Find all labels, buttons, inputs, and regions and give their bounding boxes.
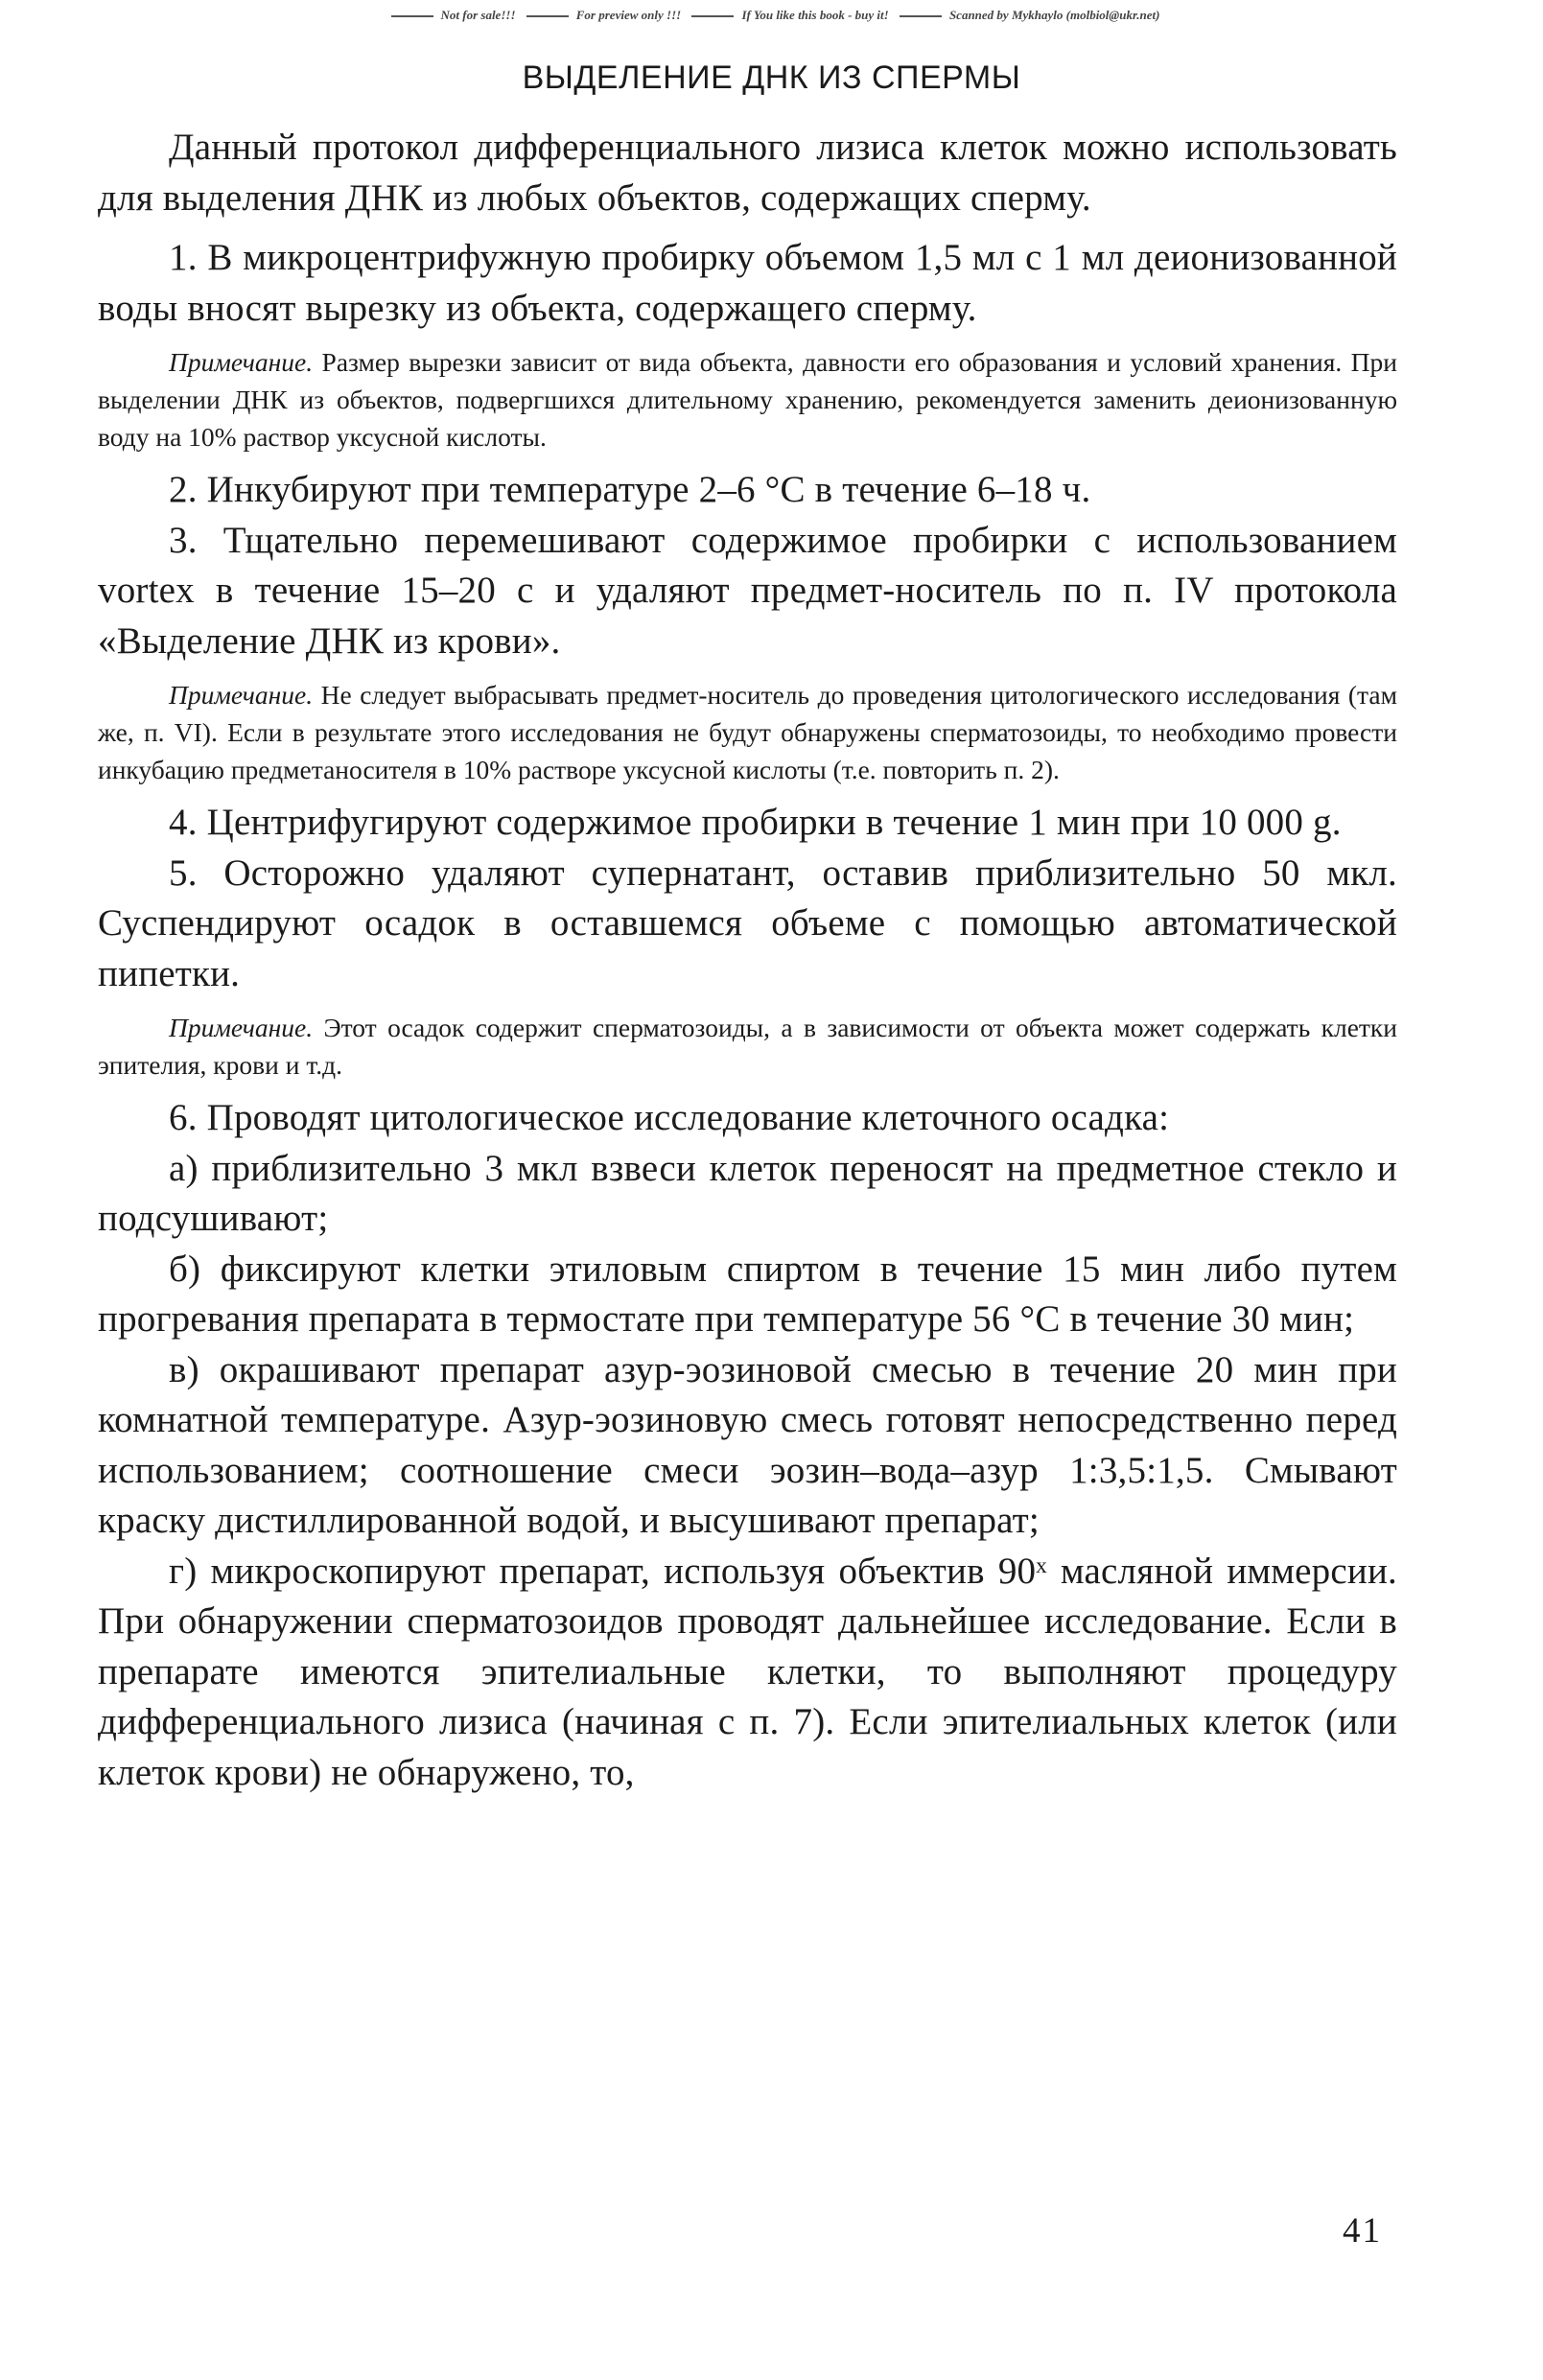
note-1-text: Размер вырезки зависит от вида объекта, давности его образования и условий хранения. При выделении ДНК из объектов, подвергшихся длительному хранению, рекомендуется заменить деионизованную воду на 10% раствор уксусной кислоты. bbox=[98, 347, 1397, 452]
watermark-text-4: Scanned by Mykhaylo (molbiol@ukr.net) bbox=[948, 8, 1160, 22]
page-title: ВЫДЕЛЕНИЕ ДНК ИЗ СПЕРМЫ bbox=[522, 59, 1021, 96]
intro-paragraph: Данный протокол дифференциального лизиса клеток можно использовать для выделения ДНК из любых объектов, содержащих сперму. bbox=[98, 127, 1397, 219]
step-6: 6. Проводят цитологическое исследование клеточного осадка: bbox=[169, 1097, 1170, 1138]
note-label: Примечание. bbox=[169, 680, 314, 710]
page-number: 41 bbox=[1343, 2211, 1382, 2251]
substep-c: в) окрашивают препарат азур-эозиновой смесью в течение 20 мин при комнатной температуре. Азур-эозиновую смесь готовят непосредственно перед использованием; соотношение смеси эозин–вода–азур 1:3,5:1,5. Смывают краску дистиллированной водой, и высушивают препарат; bbox=[98, 1348, 1397, 1541]
substep-b: б) фиксируют клетки этиловым спиртом в течение 15 мин либо путем прогревания препарата в термостате при температуре 56 °С в течение 30 мин; bbox=[98, 1248, 1397, 1340]
watermark-banner bbox=[0, 8, 1543, 23]
step-3: 3. Тщательно перемешивают содержимое пробирки с использованием vortex в течение 15–20 с и удаляют предмет-носитель по п. IV протокола «Выделение ДНК из крови». bbox=[98, 519, 1397, 662]
step-1: 1. В микроцентрифужную пробирку объемом 1,5 мл с 1 мл деионизованной воды вносят вырезку из объекта, содержащего сперму. bbox=[98, 237, 1397, 329]
watermark-text-1: Not for sale!!! bbox=[440, 8, 516, 22]
note-2-text: Не следует выбрасывать предмет-носитель до проведения цитологического исследования (там же, п. VI). Если в результате этого исследования не будут обнаружены сперматозоиды, то необходимо провести инкубацию предметаносителя в 10% растворе уксусной кислоты (т.е. повторить п. 2). bbox=[98, 680, 1397, 784]
step-2: 2. Инкубируют при температуре 2–6 °С в течение 6–18 ч. bbox=[169, 469, 1091, 510]
note-label: Примечание. bbox=[169, 347, 314, 377]
note-label: Примечание. bbox=[169, 1013, 314, 1042]
watermark-text-2: For preview only !!! bbox=[575, 8, 682, 22]
note-1 bbox=[98, 343, 1397, 455]
step-5: 5. Осторожно удаляют супернатант, оставив приблизительно 50 мкл. Суспендируют осадок в оставшемся объеме с помощью автоматической пипетки. bbox=[98, 852, 1397, 994]
note-2 bbox=[98, 676, 1397, 788]
substep-d: г) микроскопируют препарат, используя объектив 90ˣ масляной иммерсии. При обнаружении сперматозоидов проводят дальнейшее исследование. Если в препарате имеются эпителиальные клетки, то выполняют процедуру дифференциального лизиса (начиная с п. 7). Если эпителиальных клеток (или клеток крови) не обнаружено, то, bbox=[98, 1550, 1397, 1793]
page-body bbox=[98, 123, 1397, 1798]
watermark-text-3: If You like this book - buy it! bbox=[741, 8, 889, 22]
note-3 bbox=[98, 1009, 1397, 1084]
substep-a: а) приблизительно 3 мкл взвеси клеток переносят на предметное стекло и подсушивают; bbox=[98, 1147, 1397, 1239]
note-3-text: Этот осадок содержит сперматозоиды, а в зависимости от объекта может содержать клетки эпителия, крови и т.д. bbox=[98, 1013, 1397, 1080]
step-4: 4. Центрифугируют содержимое пробирки в течение 1 мин при 10 000 g. bbox=[169, 802, 1342, 843]
